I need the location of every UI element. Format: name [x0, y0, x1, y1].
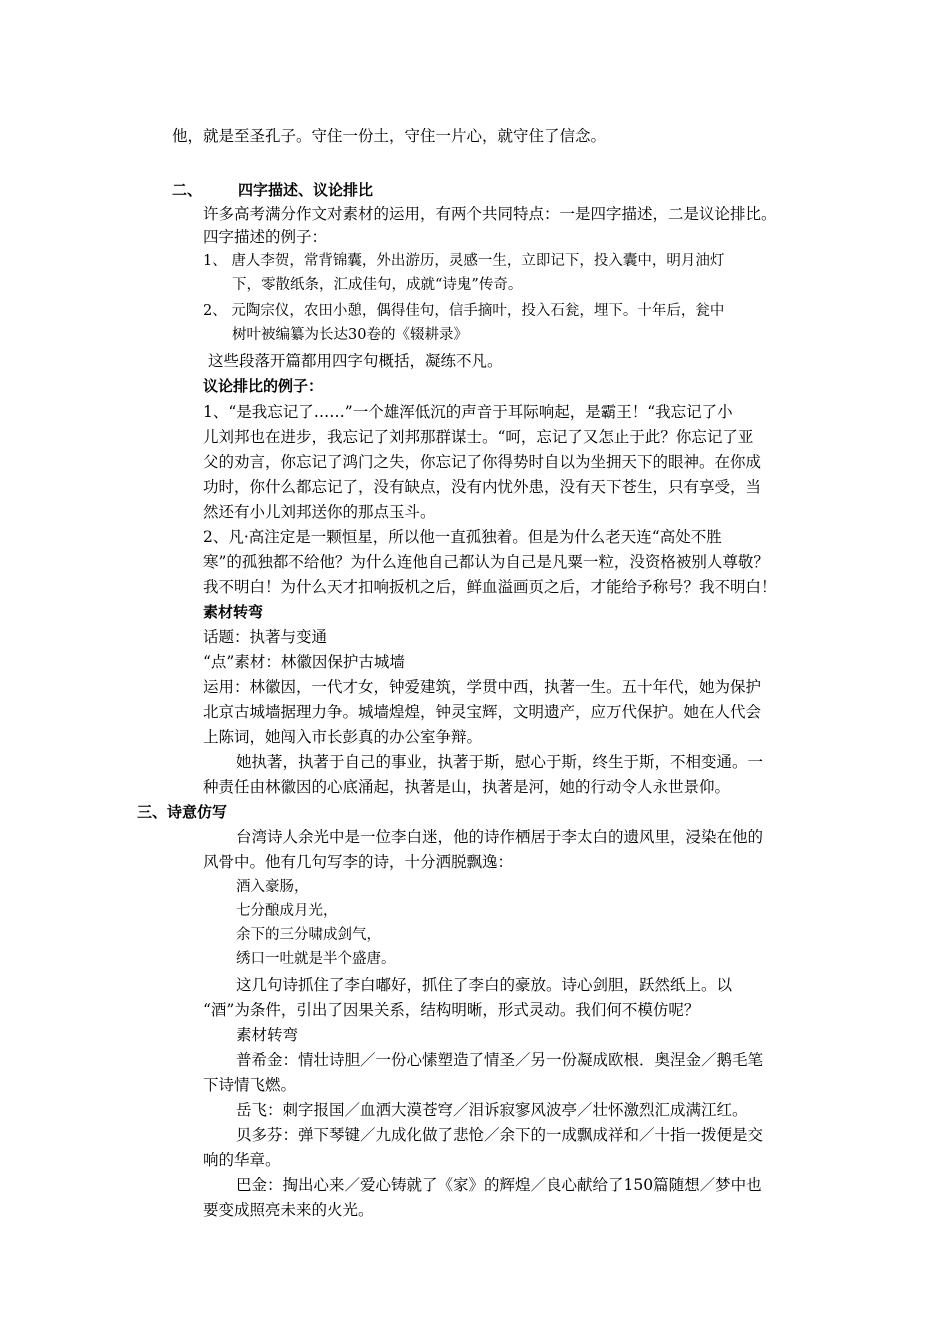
paragraph-line: 话题：执著与变通: [203, 628, 328, 646]
poem-line: 绣口一吐就是半个盛唐。: [236, 951, 396, 967]
section-heading: 三、诗意仿写: [137, 803, 228, 821]
paragraph-line: “点”素材：林徽因保护古城墙: [203, 653, 405, 671]
list-item-continuation: 下，零散纸条，汇成佳句，成就“诗鬼”传奇。: [232, 277, 523, 293]
list-item-continuation: 树叶被编纂为长达30卷的《辍耕录》: [232, 327, 468, 343]
paragraph-line: 素材转弯: [236, 1026, 299, 1044]
paragraph-line: 父的劝言，你忘记了鸿门之失，你忘记了你得势时自以为坐拥天下的眼神。在你成: [203, 453, 762, 471]
list-item: 1、 唐人李贺，常背锦囊，外出游历，灵感一生，立即记下，投入囊中，明月油灯: [203, 253, 725, 269]
paragraph-line: 功时，你什么都忘记了，没有缺点，没有内忧外患，没有天下苍生，只有享受，当: [203, 478, 762, 496]
paragraph-line: 四字描述的例子：: [203, 228, 328, 246]
paragraph-line: 岳飞：刺字报国／血洒大漠苍穹／泪诉寂寥风波亭／壮怀激烈汇成满江红。: [236, 1101, 748, 1119]
paragraph-line: 儿刘邦也在进步，我忘记了刘邦那群谋士。“呵，忘记了又怎止于此？你忘记了亚: [203, 428, 754, 446]
poem-line: 七分酿成月光，: [236, 903, 338, 919]
paragraph-line: 这些段落开篇都用四字句概括，凝练不凡。: [208, 352, 503, 370]
paragraph-line: 许多高考满分作文对素材的运用，有两个共同特点：一是四字描述，二是议论排比。: [203, 205, 777, 223]
paragraph-line: 寒”的孤独都不给他？为什么连他自己都认为自己是凡粟一粒，没资格被别人尊敬？: [203, 553, 769, 571]
paragraph-line: 要变成照亮未来的火光。: [203, 1201, 374, 1219]
paragraph-line: 我不明白！为什么天才扣响扳机之后，鲜血溢画页之后，才能给予称号？我不明白！: [203, 578, 777, 596]
paragraph-line: 普希金：情壮诗胆／一份心愫塑造了情圣／另一份凝成欧根．奥涅金／鹅毛笔: [236, 1051, 764, 1069]
subheading: 素材转弯: [203, 603, 264, 621]
list-item: 2、 元陶宗仪，农田小憩，偶得佳句，信手摘叶，投入石瓮，埋下。十年后，瓮中: [203, 303, 725, 319]
section-number: 二、: [172, 181, 203, 199]
paragraph-line: 然还有小儿刘邦送你的那点玉斗。: [203, 503, 436, 521]
paragraph-line: 响的华章。: [203, 1151, 281, 1169]
paragraph-line: 下诗情飞燃。: [203, 1076, 297, 1094]
subheading: 议论排比的例子：: [203, 377, 324, 395]
paragraph-line: 上陈词，她闯入市长彭真的办公室争辩。: [203, 728, 483, 746]
paragraph-line: 运用：林徽因，一代才女，钟爱建筑，学贯中西，执著一生。五十年代，她为保护: [203, 678, 762, 696]
paragraph-line: 巴金：掏出心来／爱心铸就了《家》的辉煌／良心献给了150篇随想／梦中也: [236, 1176, 762, 1194]
paragraph-line: 北京古城墙据理力争。城墙煌煌，钟灵宝辉，文明遗产，应万代保护。她在人代会: [203, 703, 762, 721]
paragraph-line: 2、凡·高注定是一颗恒星，所以他一直孤独着。但是为什么老天连“高处不胜: [203, 528, 722, 546]
paragraph-line: 1、“是我忘记了……”一个雄浑低沉的声音于耳际响起，是霸王！“我忘记了小: [203, 403, 733, 421]
paragraph-line: “酒”为条件，引出了因果关系，结构明晰，形式灵动。我们何不模仿呢？: [203, 1001, 700, 1019]
paragraph-line: 种责任由林徽因的心底涌起，执著是山，执著是河，她的行动令人永世景仰。: [203, 778, 731, 796]
paragraph-line: 台湾诗人余光中是一位李白迷，他的诗作栖居于李太白的遗风里，浸染在他的: [236, 828, 764, 846]
paragraph-line: 她执著，执著于自己的事业，执著于斯，慰心于斯，终生于斯，不相变通。一: [236, 753, 764, 771]
paragraph-line: 贝多芬：弹下琴键／九成化做了悲怆／余下的一成飘成祥和／十指一拨便是交: [236, 1126, 764, 1144]
poem-line: 余下的三分啸成剑气，: [236, 927, 381, 943]
paragraph-line: 这几句诗抓住了李白嘟好，抓住了李白的豪放。诗心剑胆，跃然纸上。以: [236, 976, 733, 994]
paragraph-line: 风骨中。他有几句写李的诗，十分洒脱飘逸：: [203, 853, 514, 871]
paragraph-line: 他，就是至圣孔子。守住一份土，守住一片心，就守住了信念。: [172, 127, 607, 145]
section-heading: 四字描述、议论排比: [238, 181, 374, 199]
poem-line: 酒入豪肠，: [236, 879, 309, 895]
